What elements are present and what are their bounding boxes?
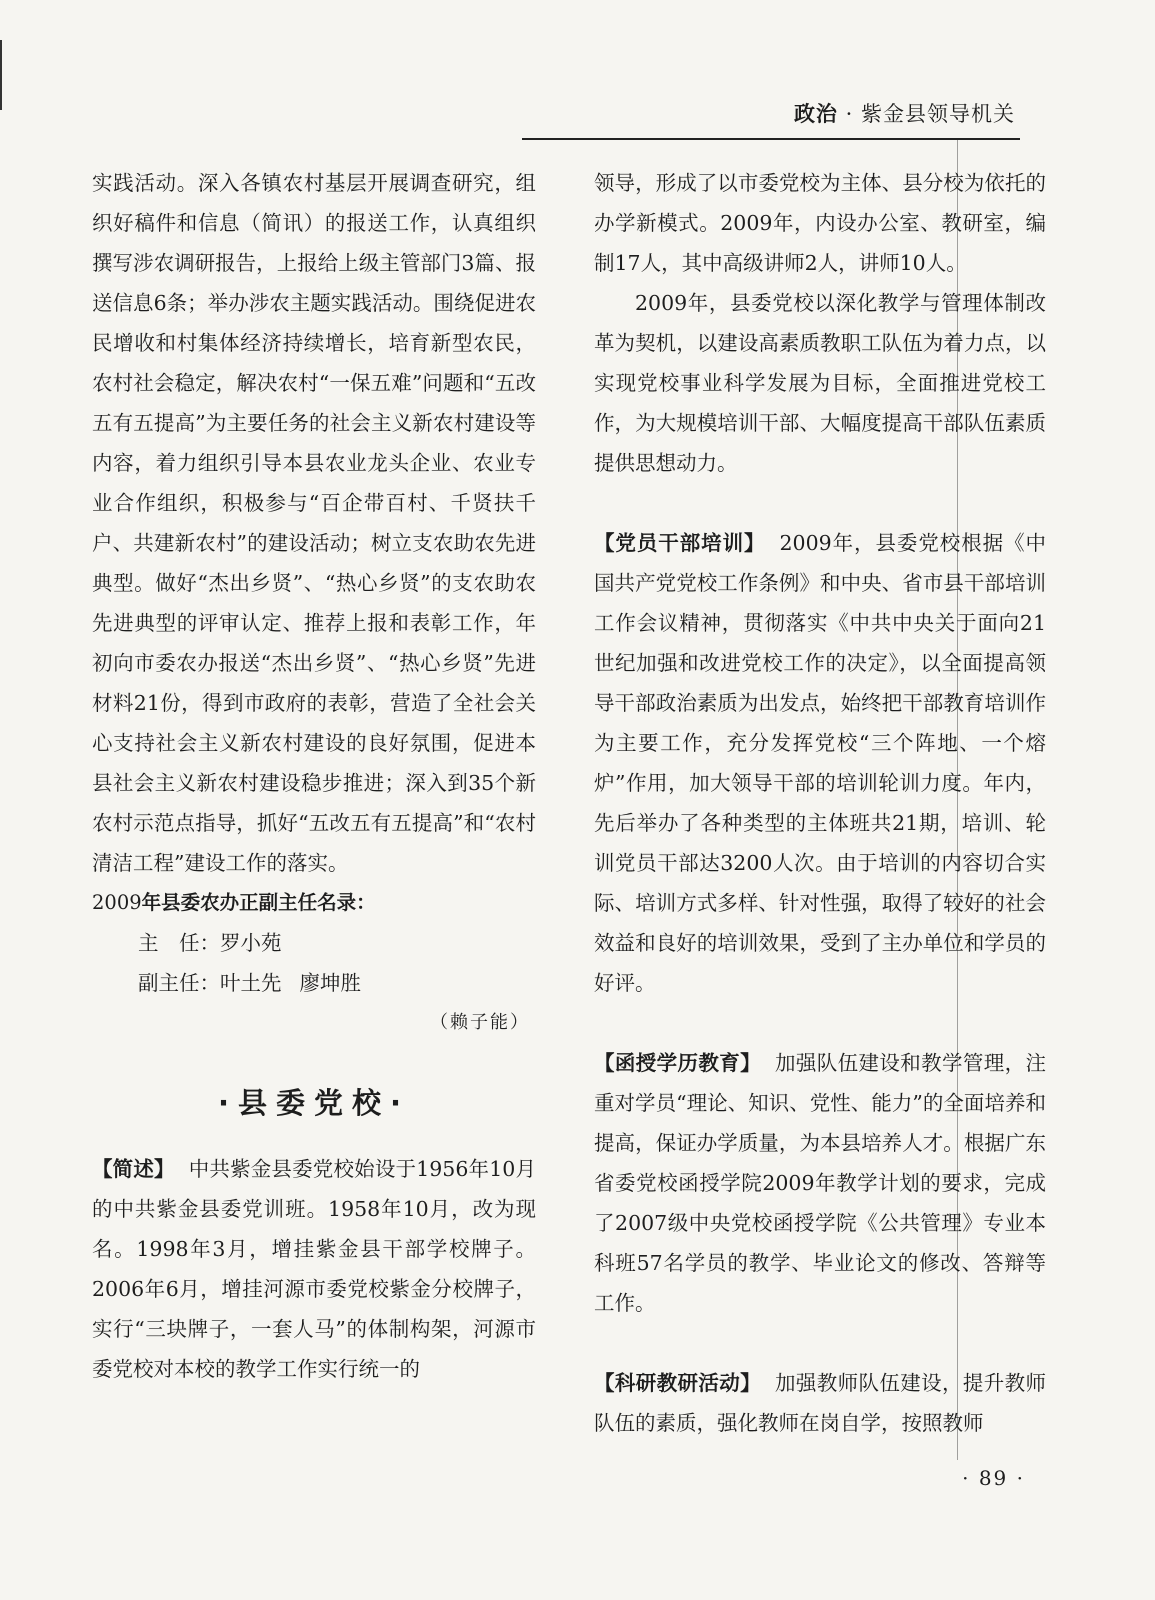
overview-text: 中共紫金县委党校始设于1956年10月的中共紫金县委党训班。1958年10月，改为现名。1998年3月，增挂紫金县干部学校牌子。2006年6月，增挂河源市委党校紫金分校牌子，实行“三块牌子，一套人马”的体制构架，河源市委党校对本校的教学工作实行统一的 xyxy=(92,1157,536,1381)
training-text: 2009年，县委党校根据《中国共产党党校工作条例》和中央、省市县干部培训工作会议精神，贯彻落实《中共中央关于面向21世纪加强和改进党校工作的决定》，以全面提高领导干部政治素质为出发点，始终把干部教育培训作为主要工作，充分发挥党校“三个阵地、一个熔炉”作用，加大领导干部的培训轮训力度。年内，先后举办了各种类型的主体班共21期，培训、轮训党员干部达3200人次。由于培训的内容切合实际、培训方式多样、针对性强，取得了较好的社会效益和良好的培训效果，受到了主办单位和学员的好评。 xyxy=(594,531,1047,995)
overview-label: 【简述】 xyxy=(92,1157,175,1181)
director-name: 罗小苑 xyxy=(220,931,282,955)
continuation-paragraph: 领导，形成了以市委党校为主体、县分校为依托的办学新模式。2009年，内设办公室、教研室，编制17人，其中高级讲师2人，讲师10人。 xyxy=(594,171,1046,275)
right-column xyxy=(594,163,1046,1443)
page-number: · 89 · xyxy=(962,1466,1025,1490)
correspondence-paragraph xyxy=(594,1043,1046,1323)
roster-year: 2009 xyxy=(92,891,142,914)
roster-deputy xyxy=(92,963,536,1003)
paragraph-gap xyxy=(594,1323,1046,1363)
author-credit: （赖子能） xyxy=(430,1012,530,1033)
header-subsection: 紫金县领导机关 xyxy=(861,102,1015,126)
deputy-name-2: 廖坤胜 xyxy=(299,971,361,995)
header-separator: · xyxy=(845,102,854,126)
roster-title xyxy=(92,883,536,923)
overview-paragraph xyxy=(92,1149,536,1389)
research-text: 加强教师队伍建设，提升教师队伍的素质，强化教师在岗自学，按照教师 xyxy=(594,1371,1046,1435)
correspondence-label: 【函授学历教育】 xyxy=(594,1051,761,1075)
running-header xyxy=(794,98,1015,128)
deputy-role: 副主任： xyxy=(138,971,220,995)
director-role: 主 任： xyxy=(138,931,220,955)
deputy-name-1: 叶土先 xyxy=(220,971,282,995)
roster-title-text: 年县委农办正副主任名录： xyxy=(141,891,376,914)
roster-director xyxy=(92,923,536,963)
scan-edge-mark xyxy=(0,40,2,110)
training-label: 【党员干部培训】 xyxy=(594,531,766,555)
training-paragraph xyxy=(594,523,1046,1003)
left-column xyxy=(92,163,536,1389)
research-paragraph xyxy=(594,1363,1046,1443)
correspondence-text: 加强队伍建设和教学管理，注重对学员“理论、知识、党性、能力”的全面培养和提高，保证办学质量，为本县培养人才。根据广东省委党校函授学院2009年教学计划的要求，完成了2007级中央党校函授学院《公共管理》专业本科班57名学员的教学、毕业论文的修改、答辩等工作。 xyxy=(594,1051,1046,1315)
header-section: 政治 xyxy=(793,102,838,126)
paragraph-gap xyxy=(594,483,1046,523)
header-rule xyxy=(522,138,1020,140)
intro-paragraph: 实践活动。深入各镇农村基层开展调查研究，组织好稿件和信息（简讯）的报送工作，认真组织撰写涉农调研报告，上报给上级主管部门3篇、报送信息6条；举办涉农主题实践活动。围绕促进农民增收和村集体经济持续增长，培育新型农民，农村社会稳定，解决农村“一保五难”问题和“五改五有五提高”为主要任务的社会主义新农村建设等内容，着力组织引导本县农业龙头企业、农业专业合作组织，积极参与“百企带百村、千贤扶千户、共建新农村”的建设活动；树立支农助农先进典型。做好“杰出乡贤”、“热心乡贤”的支农助农先进典型的评审认定、推荐上报和表彰工作，年初向市委农办报送“杰出乡贤”、“热心乡贤”先进材料21份，得到市政府的表彰，营造了全社会关心支持社会主义新农村建设的良好氛围，促进本县社会主义新农村建设稳步推进；深入到35个新农村示范点指导，抓好“五改五有五提高”和“农村清洁工程”建设工作的落实。 xyxy=(92,171,536,875)
paragraph-gap xyxy=(594,1003,1046,1043)
section-title: ·县委党校· xyxy=(217,1086,411,1120)
paragraph-2009: 2009年，县委党校以深化教学与管理体制改革为契机，以建设高素质教职工队伍为着力点，以实现党校事业科学发展为目标，全面推进党校工作，为大规模培训干部、大幅度提高干部队伍素质提供思想动力。 xyxy=(594,291,1046,475)
research-label: 【科研教研活动】 xyxy=(594,1371,761,1395)
